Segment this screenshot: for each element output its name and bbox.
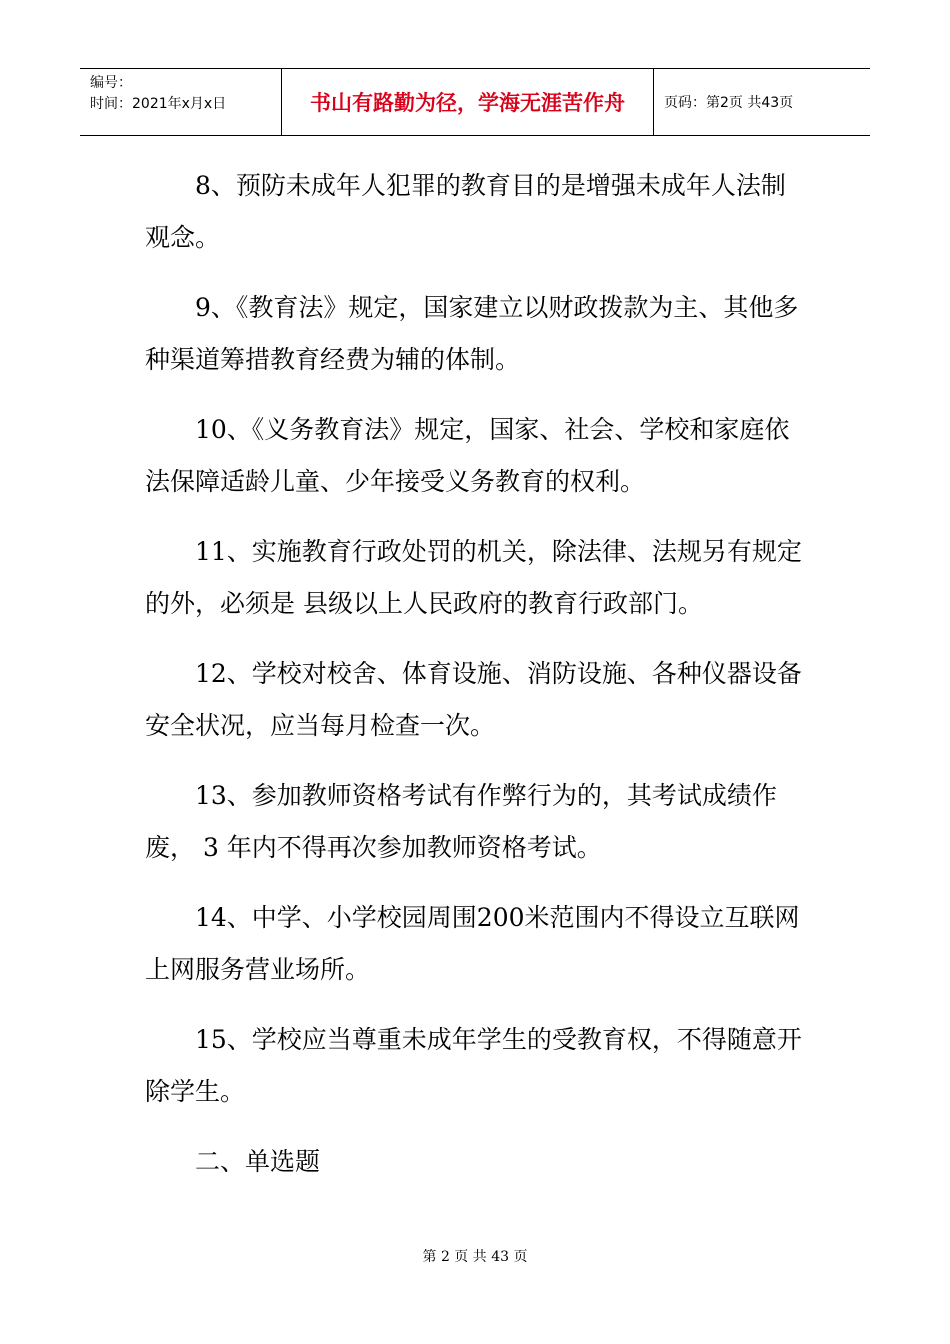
statement-item-15: 15、学校应当尊重未成年学生的受教育权，不得随意开除学生。 — [145, 1025, 802, 1106]
statement-item-9: 9、《教育法》规定，国家建立以财政拨款为主、其他多种渠道筹措教育经费为辅的体制。 — [145, 293, 799, 374]
document-number-label: 编号： — [90, 75, 132, 91]
header-meta — [90, 73, 226, 115]
statement-item-11: 11、实施教育行政处罚的机关，除法律、法规另有规定的外，必须是 县级以上人民政府的教育行政部门。 — [145, 537, 802, 618]
statement-item-8: 8、预防未成年人犯罪的教育目的是增强未成年人法制观念。 — [145, 171, 786, 252]
header-divider — [653, 69, 654, 135]
statement-item-13: 13、参加教师资格考试有作弊行为的，其考试成绩作废， 3 年内不得再次参加教师资格考试。 — [145, 781, 777, 862]
statement-item-14: 14、中学、小学校园周围200米范围内不得设立互联网上网服务营业场所。 — [145, 903, 800, 984]
document-time-label: 时间：2021年x月x日 — [90, 96, 227, 112]
header-page-info: 页码：第2页 共43页 — [664, 95, 794, 111]
header-motto: 书山有路勤为径，学海无涯苦作舟 — [310, 91, 625, 115]
page-footer: 第 2 页 共 43 页 — [422, 1249, 528, 1265]
statement-item-12: 12、学校对校舍、体育设施、消防设施、各种仪器设备安全状况，应当每月检查一次。 — [145, 659, 802, 740]
document-body — [145, 160, 810, 1188]
statement-item-10: 10、《义务教育法》规定，国家、社会、学校和家庭依法保障适龄儿童、少年接受义务教育的权利。 — [145, 415, 790, 496]
section-heading: 二、单选题 — [195, 1147, 321, 1176]
page-header — [80, 68, 870, 136]
